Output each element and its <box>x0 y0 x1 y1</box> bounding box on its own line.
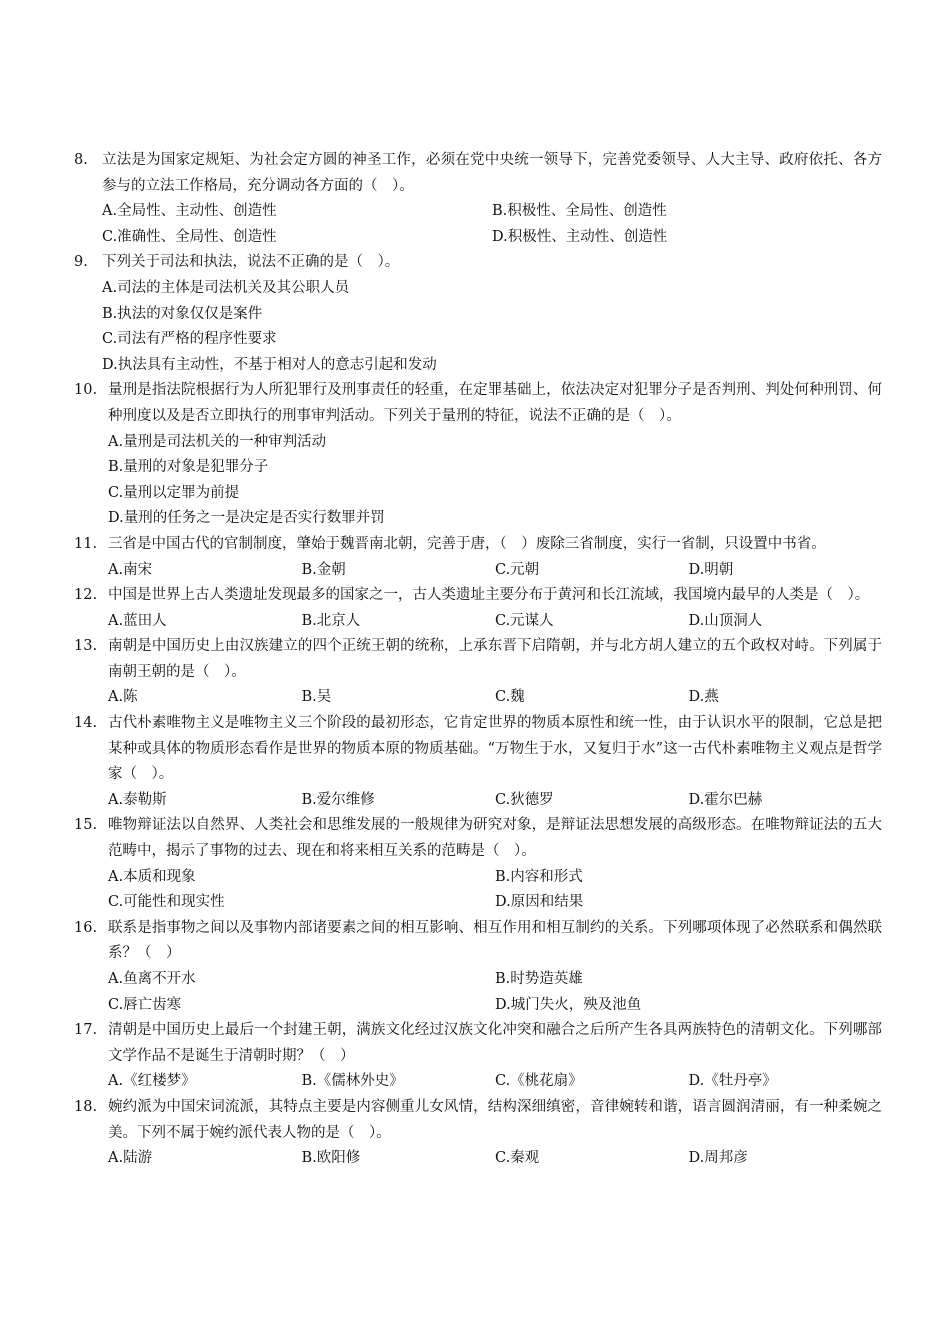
question-number: 11. <box>74 535 98 552</box>
options-row <box>108 609 882 635</box>
option-d: D.原因和结果 <box>495 894 584 911</box>
option-b: B.执法的对象仅仅是案件 <box>102 305 263 322</box>
option-c: C.量刑以定罪为前提 <box>108 484 240 501</box>
question-16 <box>74 916 882 1018</box>
option-a: A.司法的主体是司法机关及其公职人员 <box>102 279 350 296</box>
option-b: B.北京人 <box>301 612 361 629</box>
option-a: A.南宋 <box>108 561 153 578</box>
question-13 <box>74 634 882 711</box>
question-list <box>74 148 882 1172</box>
question-stem: 婉约派为中国宋词流派，其特点主要是内容侧重儿女风情，结构深细缜密，音律婉转和谐，语言圆润清丽，有一种柔婉之美。下列不属于婉约派代表人物的是（ ）。 <box>108 1098 882 1141</box>
question-stem: 唯物辩证法以自然界、人类社会和思维发展的一般规律为研究对象，是辩证法思想发展的高级形态。在唯物辩证法的五大范畴中，揭示了事物的过去、现在和将来相互关系的范畴是（ ）。 <box>108 817 882 860</box>
option-b: B.吴 <box>301 689 332 706</box>
question-number: 9. <box>74 254 88 271</box>
question-stem: 下列关于司法和执法，说法不正确的是（ ）。 <box>102 254 400 271</box>
option-d: D.《牡丹亭》 <box>688 1073 777 1090</box>
option-c: C.司法有严格的程序性要求 <box>102 331 277 348</box>
options-row <box>108 967 882 993</box>
question-8 <box>74 148 882 250</box>
option-b: B.内容和形式 <box>495 868 583 885</box>
option-d: D.霍尔巴赫 <box>688 791 763 808</box>
question-18 <box>74 1095 882 1172</box>
option-a: A.本质和现象 <box>108 868 196 885</box>
options-row <box>102 225 882 251</box>
question-number: 8. <box>74 152 88 168</box>
option-b: B.《儒林外史》 <box>301 1073 404 1090</box>
option-a: A.全局性、主动性、创造性 <box>102 203 277 220</box>
option-c: C.秦观 <box>495 1150 540 1167</box>
option-c: C.准确性、全局性、创造性 <box>102 228 277 245</box>
question-number: 16. <box>74 919 98 936</box>
option-b: B.时势造英雄 <box>495 971 583 987</box>
option-d: D.明朝 <box>688 561 734 578</box>
options-row <box>108 1146 882 1172</box>
option-c: C.可能性和现实性 <box>108 894 225 911</box>
option-c: C.《桃花扇》 <box>495 1073 583 1090</box>
question-12 <box>74 583 882 634</box>
option-d: D.积极性、主动性、创造性 <box>492 228 668 245</box>
option-c: C.魏 <box>495 689 525 706</box>
option-c: C.元朝 <box>495 561 540 578</box>
option-a: A.蓝田人 <box>108 612 167 629</box>
options-row <box>108 1069 882 1095</box>
question-9 <box>74 250 882 378</box>
options-row <box>108 685 882 711</box>
option-b: B.欧阳修 <box>301 1150 361 1167</box>
option-c: C.狄德罗 <box>495 791 554 808</box>
option-d: D.执法具有主动性，不基于相对人的意志引起和发动 <box>102 356 437 373</box>
question-stem: 立法是为国家定规矩、为社会定方圆的神圣工作，必须在党中央统一领导下，完善党委领导、人大主导、政府依托、各方参与的立法工作格局，充分调动各方面的（ ）。 <box>102 152 882 194</box>
option-d: D.燕 <box>688 689 719 706</box>
question-number: 14. <box>74 715 98 732</box>
options-column <box>102 276 882 378</box>
option-b: B.积极性、全局性、创造性 <box>492 203 667 220</box>
options-row <box>102 199 882 225</box>
options-row <box>108 865 882 891</box>
options-row <box>108 558 882 584</box>
question-14 <box>74 711 882 813</box>
option-a: A.鱼离不开水 <box>108 971 196 987</box>
option-b: B.金朝 <box>301 561 346 578</box>
option-d: D.山顶洞人 <box>688 612 763 629</box>
question-number: 10. <box>74 382 98 399</box>
question-number: 13. <box>74 638 98 655</box>
question-number: 12. <box>74 587 98 604</box>
options-row <box>108 890 882 916</box>
option-b: B.爱尔维修 <box>301 791 375 808</box>
option-c: C.唇亡齿寒 <box>108 996 182 1013</box>
question-stem: 联系是指事物之间以及事物内部诸要素之间的相互影响、相互作用和相互制约的关系。下列哪项体现了必然联系和偶然联系？（ ） <box>108 919 882 962</box>
option-a: A.《红楼梦》 <box>108 1073 196 1090</box>
options-column <box>108 430 882 532</box>
question-stem: 中国是世界上古人类遗址发现最多的国家之一，古人类遗址主要分布于黄河和长江流域，我国境内最早的人类是（ ）。 <box>108 587 870 604</box>
question-number: 17. <box>74 1022 98 1039</box>
option-a: A.量刑是司法机关的一种审判活动 <box>108 433 327 450</box>
question-15 <box>74 813 882 915</box>
question-number: 18. <box>74 1098 98 1115</box>
option-d: D.量刑的任务之一是决定是否实行数罪并罚 <box>108 510 385 527</box>
options-row <box>108 788 882 814</box>
option-d: D.周邦彦 <box>688 1150 748 1167</box>
question-stem: 量刑是指法院根据行为人所犯罪行及刑事责任的轻重，在定罪基础上，依法决定对犯罪分子是否判刑、判处何种刑罚、何种刑度以及是否立即执行的刑事审判活动。下列关于量刑的特征，说法不正确的是（ ）。 <box>108 382 882 424</box>
option-a: A.泰勒斯 <box>108 791 167 808</box>
option-d: D.城门失火，殃及池鱼 <box>495 996 642 1013</box>
question-stem: 南朝是中国历史上由汉族建立的四个正统王朝的统称，上承东晋下启隋朝，并与北方胡人建立的五个政权对峙。下列属于南朝王朝的是（ ）。 <box>108 638 882 680</box>
options-row <box>108 993 882 1019</box>
question-number: 15. <box>74 817 98 834</box>
option-a: A.陈 <box>108 689 138 706</box>
question-10 <box>74 378 882 532</box>
question-stem: 古代朴素唯物主义是唯物主义三个阶段的最初形态，它肯定世界的物质本原性和统一性，由于认识水平的限制，它总是把某种或具体的物质形态看作是世界的物质本原的物质基础。“万物生于水，又复归于水”这一古代朴素唯物主义观点是哲学家（ ）。 <box>108 715 882 783</box>
question-11 <box>74 532 882 583</box>
question-17 <box>74 1018 882 1095</box>
question-stem: 三省是中国古代的官制制度，肇始于魏晋南北朝，完善于唐，（ ）废除三省制度，实行一省制，只设置中书省。 <box>108 535 826 552</box>
option-c: C.元谋人 <box>495 612 554 629</box>
question-stem: 清朝是中国历史上最后一个封建王朝，满族文化经过汉族文化冲突和融合之后所产生各具两族特色的清朝文化。下列哪部文学作品不是诞生于清朝时期？（ ） <box>108 1022 882 1064</box>
option-b: B.量刑的对象是犯罪分子 <box>108 459 269 476</box>
option-a: A.陆游 <box>108 1150 153 1167</box>
